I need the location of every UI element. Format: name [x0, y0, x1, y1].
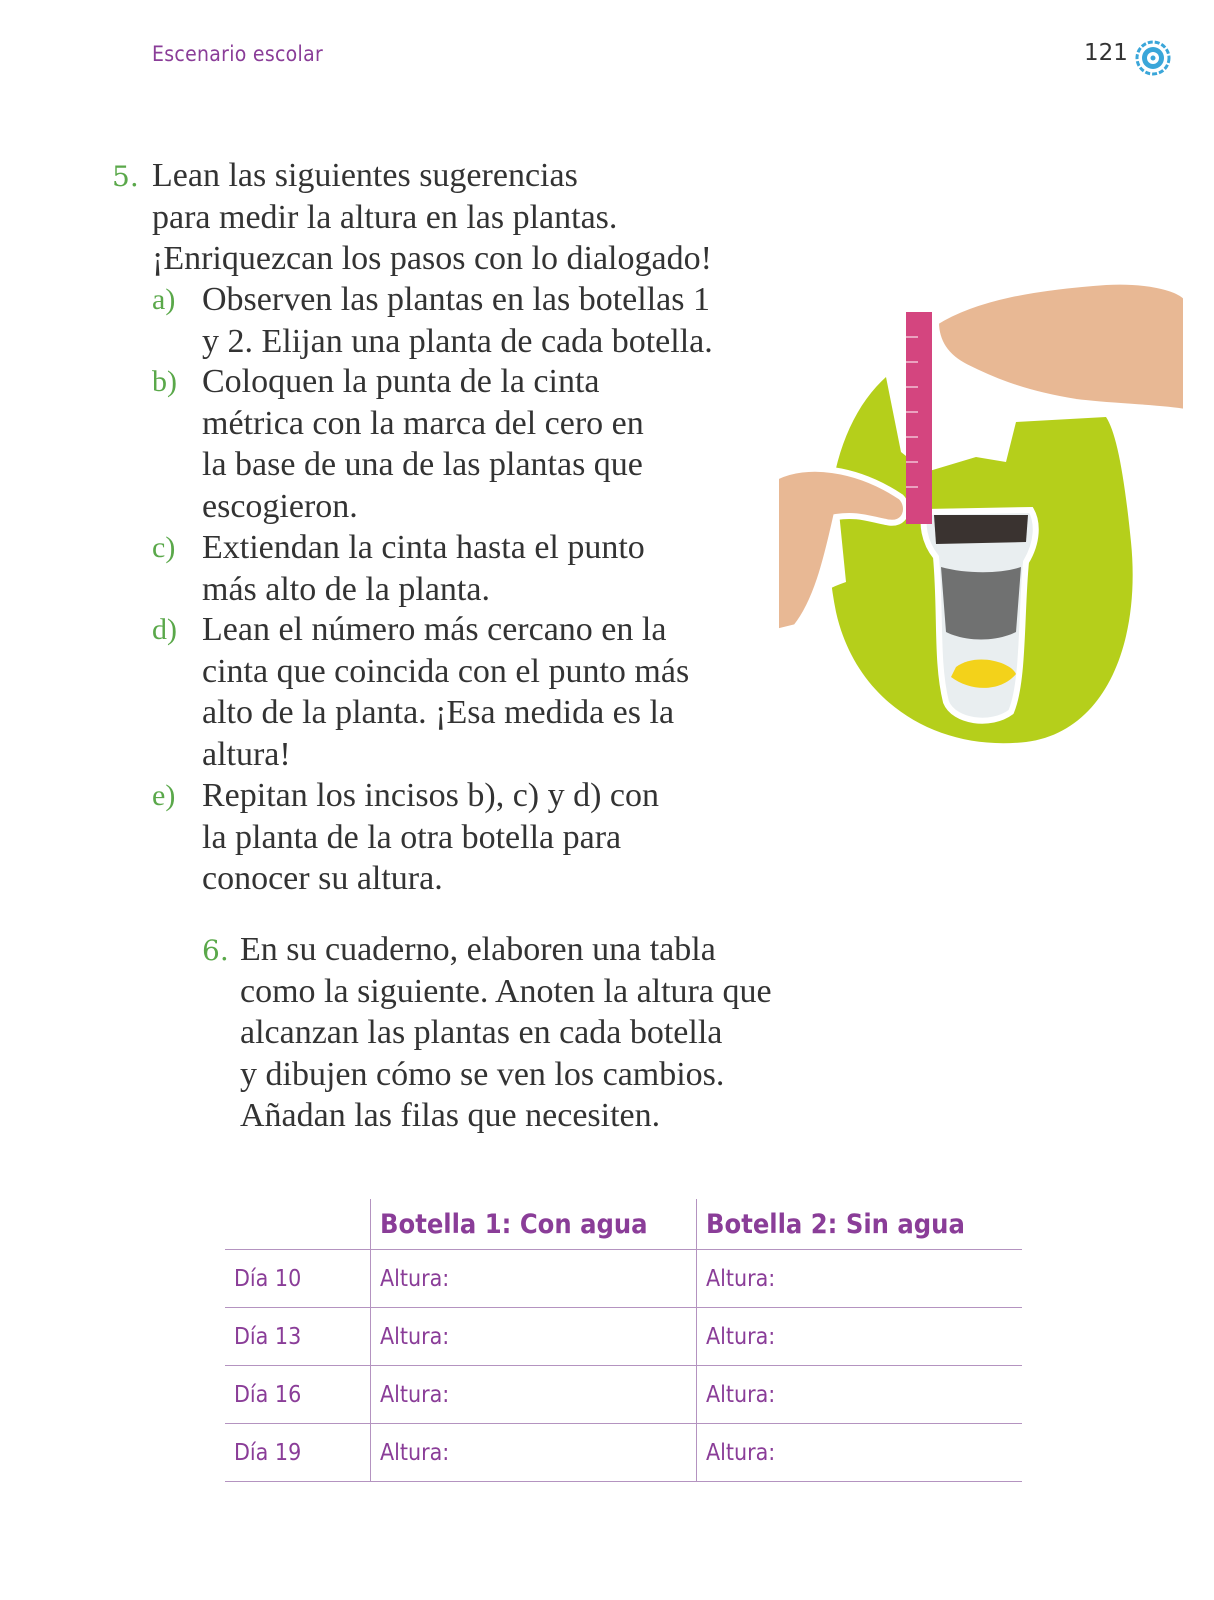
step-e-text	[202, 775, 659, 900]
height-cell: Altura:	[697, 1250, 1023, 1308]
step-line: Extiendan la cinta hasta el punto	[202, 529, 645, 566]
step-b-letter: b)	[152, 365, 177, 398]
step-line: Repitan los incisos b), c) y d) con	[202, 777, 660, 814]
item-6-text	[240, 929, 772, 1137]
step-line: alto de la planta. ¡Esa medida es la	[202, 694, 675, 731]
step-c-letter: c)	[152, 531, 176, 564]
intro-line: ¡Enriquezcan los pasos con lo dialogado!	[152, 240, 712, 277]
height-cell: Altura:	[697, 1366, 1023, 1424]
step-line: la base de una de las plantas que	[202, 446, 643, 483]
day-cell: Día 10	[225, 1250, 371, 1308]
item-5-intro	[152, 155, 712, 280]
height-cell: Altura:	[371, 1308, 697, 1366]
step-line: altura!	[202, 735, 291, 773]
height-cell: Altura:	[697, 1424, 1023, 1482]
step-e-letter: e)	[152, 779, 176, 812]
step-line: Coloquen la punta de la cinta	[202, 363, 600, 400]
item-6-line: Añadan las filas que necesiten.	[240, 1097, 661, 1134]
page-number: 121	[1084, 40, 1128, 66]
table-row	[225, 1250, 1022, 1308]
item-6-number: 6.	[202, 934, 229, 967]
step-line: y 2. Elijan una planta de cada botella.	[202, 322, 713, 360]
height-cell: Altura:	[371, 1424, 697, 1482]
page-emblem-icon	[1135, 40, 1171, 76]
step-line: conocer su altura.	[202, 860, 443, 897]
height-cell: Altura:	[371, 1250, 697, 1308]
step-line: Lean el número más cercano en la	[202, 611, 667, 648]
step-a-letter: a)	[152, 283, 176, 316]
step-a-text	[202, 279, 713, 362]
step-line: más alto de la planta.	[202, 570, 490, 608]
step-d-text	[202, 609, 689, 775]
day-cell: Día 13	[225, 1308, 371, 1366]
table-row	[225, 1308, 1022, 1366]
day-cell: Día 16	[225, 1366, 371, 1424]
table-row	[225, 1424, 1022, 1482]
step-line: la planta de la otra botella para	[202, 818, 622, 856]
height-cell: Altura:	[697, 1308, 1023, 1366]
section-title: Escenario escolar	[152, 42, 324, 66]
step-line: cinta que coincida con el punto más	[202, 652, 690, 690]
intro-line: para medir la altura en las plantas.	[152, 198, 618, 236]
header-bottle-2: Botella 2: Sin agua	[697, 1199, 1023, 1250]
step-c-text	[202, 527, 645, 610]
header-bottle-1: Botella 1: Con agua	[371, 1199, 697, 1250]
step-d-letter: d)	[152, 613, 177, 646]
header-empty	[225, 1199, 371, 1250]
intro-line: Lean las siguientes sugerencias	[152, 157, 578, 194]
step-line: Observen las plantas en las botellas 1	[202, 281, 710, 318]
day-cell: Día 19	[225, 1424, 371, 1482]
height-cell: Altura:	[371, 1366, 697, 1424]
item-5-number: 5.	[112, 160, 139, 193]
table-row	[225, 1366, 1022, 1424]
step-line: métrica con la marca del cero en	[202, 404, 644, 442]
item-6-line: alcanzan las plantas en cada botella	[240, 1014, 723, 1051]
item-6-line: como la siguiente. Anoten la altura que	[240, 972, 772, 1010]
step-b-text	[202, 361, 644, 527]
step-line: escogieron.	[202, 487, 358, 525]
item-6-line: y dibujen cómo se ven los cambios.	[240, 1055, 725, 1093]
measuring-tape-bottle-photo	[776, 282, 1186, 762]
table-header-row	[225, 1199, 1022, 1250]
plant-height-table	[225, 1199, 1022, 1482]
item-6-line: En su cuaderno, elaboren una tabla	[240, 931, 716, 968]
